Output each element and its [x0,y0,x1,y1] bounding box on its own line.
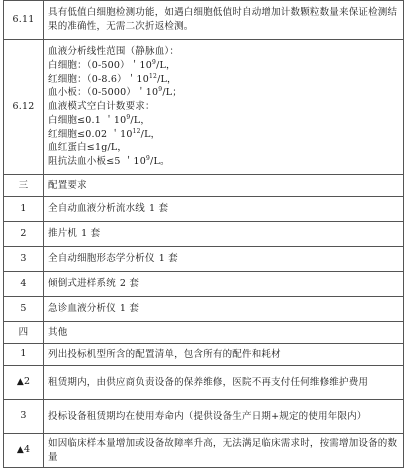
config-item-name: 急诊血液分析仪 [48,303,116,315]
row-number: 3 [4,400,44,434]
table-row-6-12 [4,40,404,175]
row-content: 列出投标机型所含的配置清单，包含所有的配件和耗材 [44,344,404,366]
config-item-qty: 2 套 [119,278,140,290]
row-content [44,197,404,222]
rbc-range: 红细胞：（0-8.6）＇$10^{12}/L$， [48,72,177,85]
section-row-other [4,322,404,344]
row-number: 6.12 [4,40,44,175]
config-row-4 [4,272,404,297]
row-number: 3 [4,247,44,272]
blank-wbc: 白细胞≤0.1 ＇$10^9/L$， [48,113,151,126]
config-row-2 [4,222,404,247]
row-content [44,222,404,247]
section-title: 其他 [44,322,404,344]
row-number: ▲2 [4,366,44,400]
config-item-qty: 1 套 [158,253,178,265]
other-row-1 [4,344,404,366]
row-content [44,272,404,297]
row-content [44,297,404,322]
blank-count-title: 血液模式空白计数要求： [48,101,155,113]
row-content: 如因临床样本量增加或设备故障率升高，无法满足临床需求时，按需增加设备的数量 [44,434,404,468]
table-row-6-11 [4,1,404,40]
config-row-5 [4,297,404,322]
triangle-marker: ▲ [16,377,24,388]
row-number: 4 [4,272,44,297]
venous-range-title: 血液分析线性范围（静脉血）： [48,46,180,58]
triangle-marker: ▲ [16,445,24,456]
row-content: 租赁期内，由供应商负责设备的保养维修，医院不再支付任何维修维护费用 [44,366,404,400]
section-number: 四 [4,322,44,344]
other-row-4 [4,434,404,468]
blank-plt: 阻抗法血小板≤5 ＇$10^9/L$。 [48,155,170,168]
requirements-table [3,0,404,468]
config-item-name: 全自动血液分析流水线 [48,203,146,215]
row-number: 5 [4,297,44,322]
config-item-qty: 1 套 [81,228,101,240]
other-row-3 [4,400,404,434]
plt-range: 血小板：（0-5000）＇$10^9/L$； [48,86,182,99]
blank-hgb: 血红蛋白≤1g/L， [48,142,128,154]
section-title: 配置要求 [44,175,404,197]
row-number: 2 [4,222,44,247]
other-row-2 [4,366,404,400]
config-row-3 [4,247,404,272]
row-number: 6.11 [4,1,44,40]
config-row-1 [4,197,404,222]
row-number: ▲4 [4,434,44,468]
row-content [44,247,404,272]
blank-rbc: 红细胞≤0.02 ＇$10^{12}/L$， [48,127,161,140]
row-number: 1 [4,197,44,222]
config-item-qty: 1 套 [119,303,140,315]
section-number: 三 [4,175,44,197]
row-number: 1 [4,344,44,366]
section-row-config [4,175,404,197]
row-content: 具有低值白细胞检测功能，如遇白细胞低值时自动增加计数颗粒数量来保证检测结果的准确性，无需二次折返检测。 [44,1,404,40]
wbc-range: 白细胞：（0-500）＇$10^9/L$， [48,58,176,71]
config-item-qty: 1 套 [149,203,169,215]
config-item-name: 推片机 [48,228,78,240]
row-content: 投标设备租赁期均在使用寿命内（提供设备生产日期+规定的使用年限内） [44,400,404,434]
config-item-name: 倾倒式进样系统 [48,278,116,290]
config-item-name: 全自动细胞形态学分析仪 [48,253,155,265]
row-content [44,40,404,175]
